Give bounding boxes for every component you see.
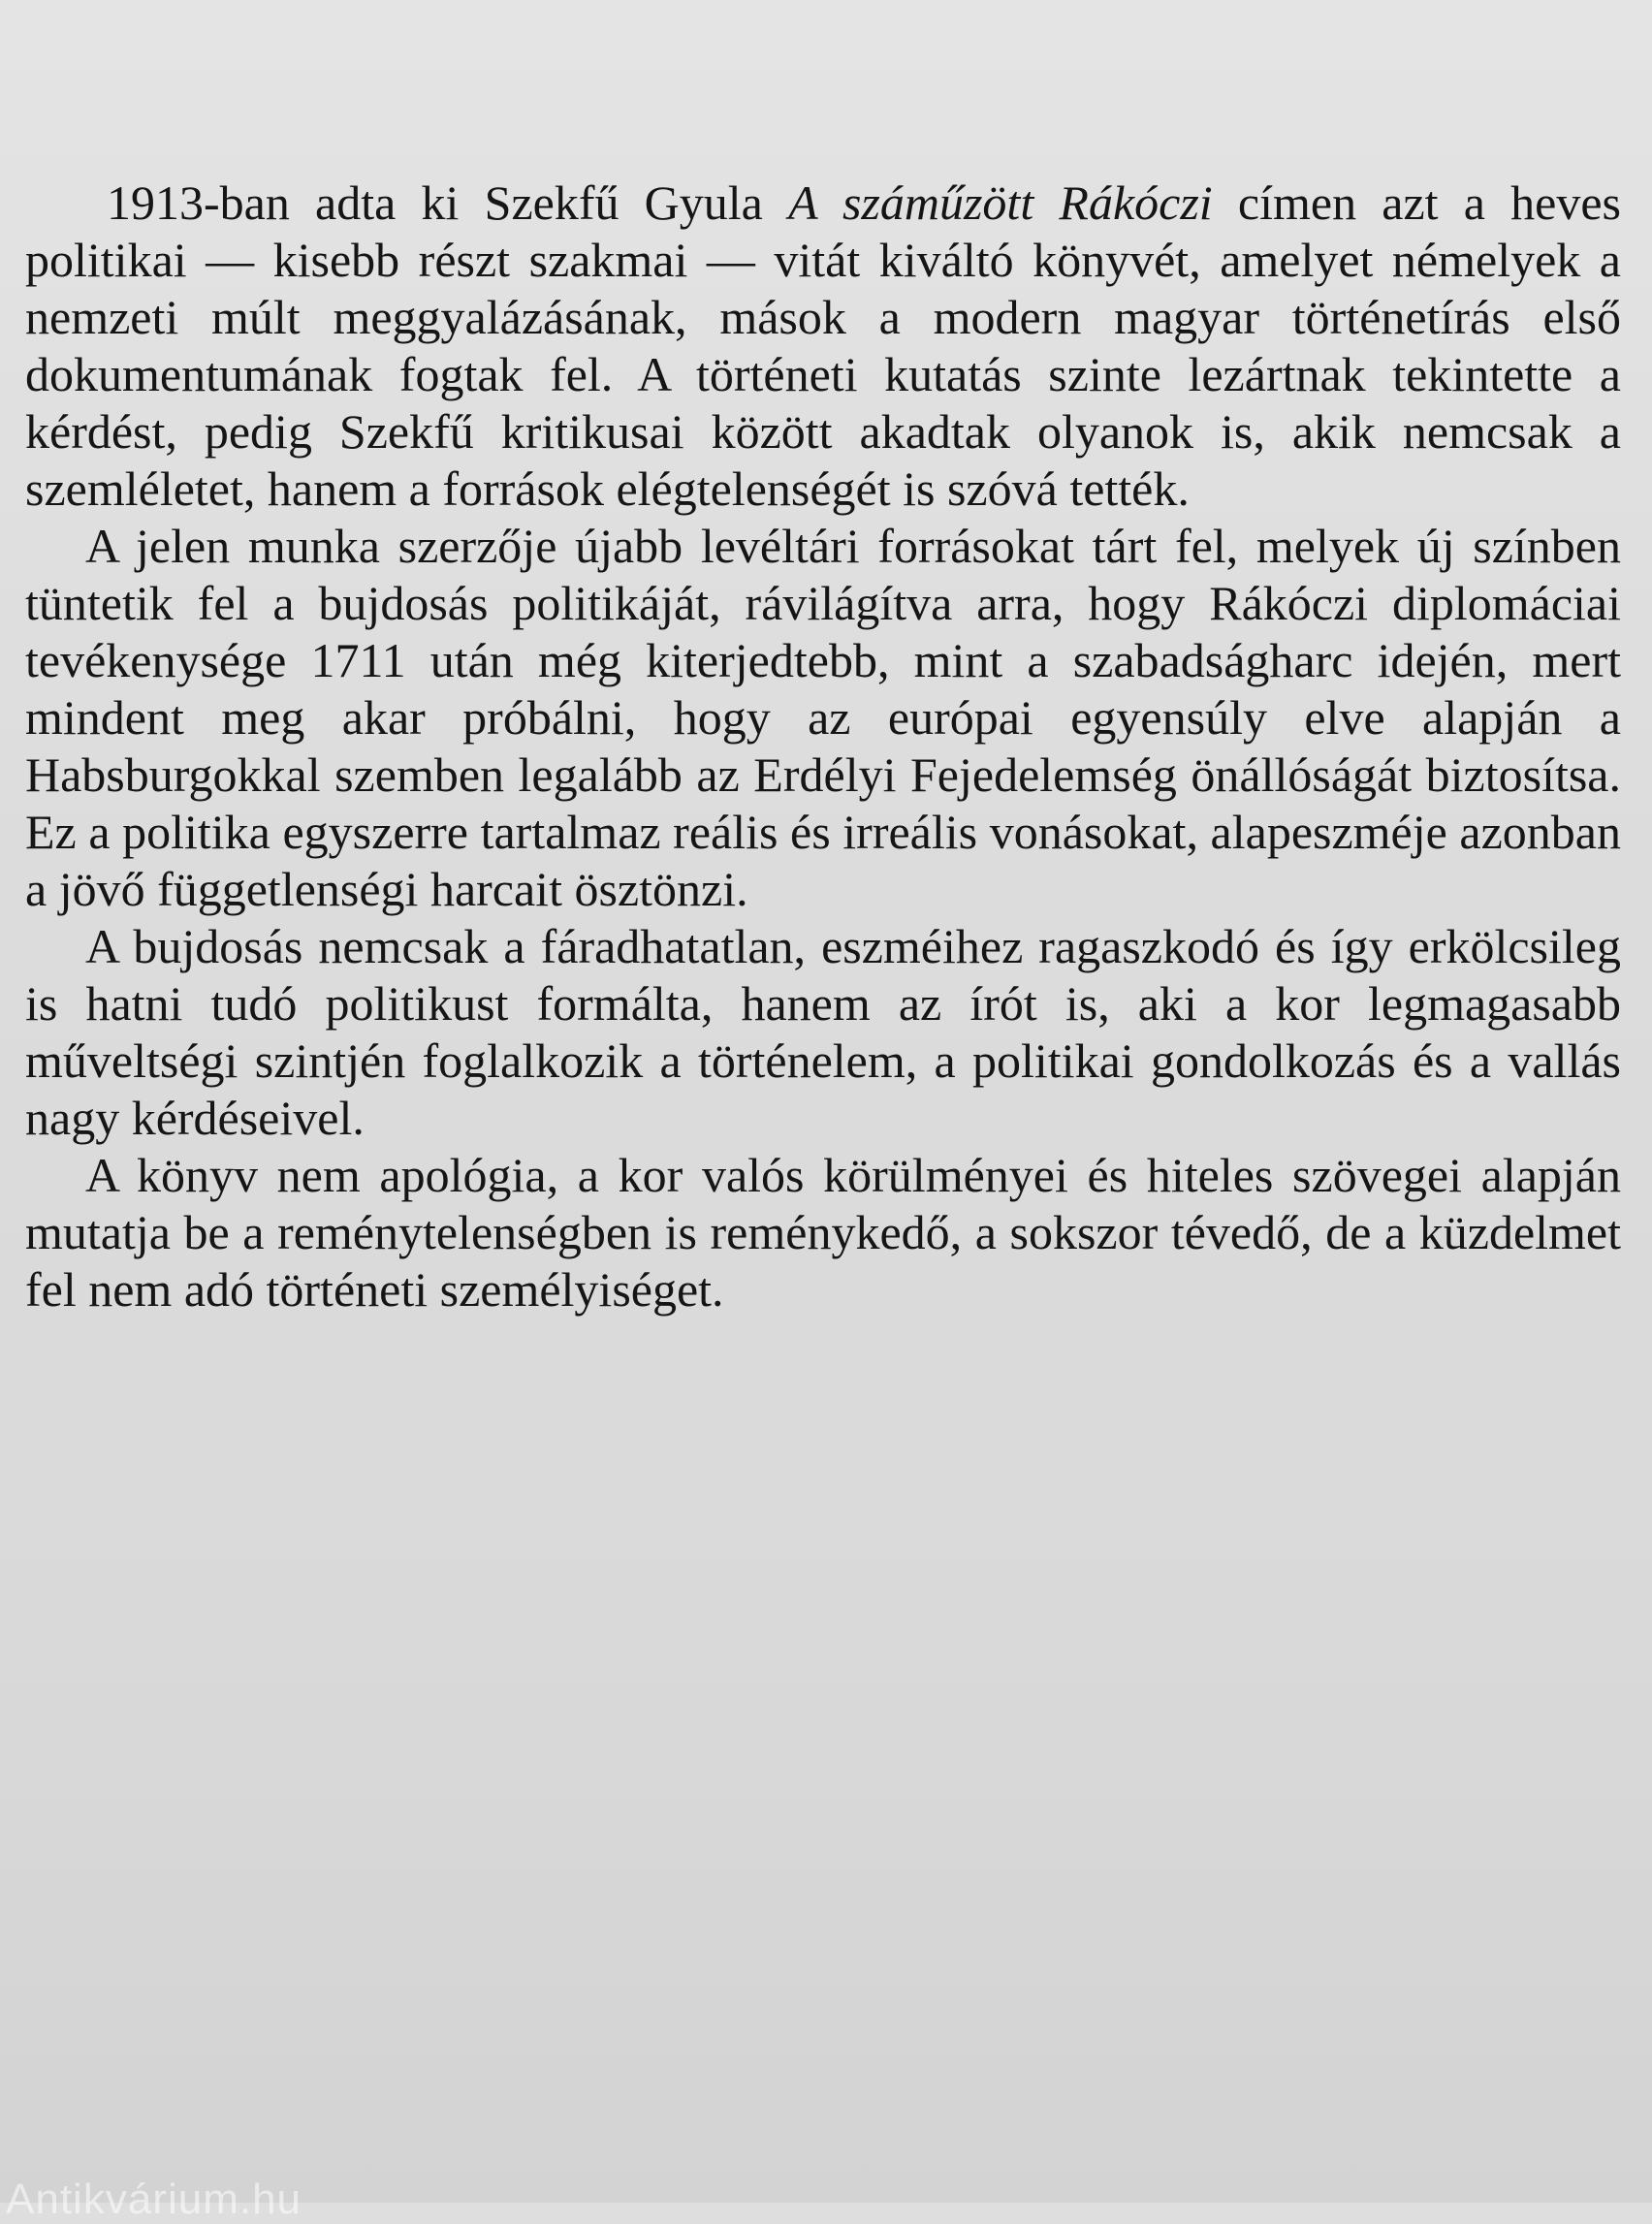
paragraph-2: A jelen munka szerzője újabb levéltári forrásokat tárt fel, melyek új színben tüntetik fel a bujdosás politikáját, rávilágítva arra, hogy Rákóczi diplomáciai tevékenysége 1711 után még kiterjedtebb, mint a szabadságharc idején, mert mindent meg akar próbálni, hogy az európai egyensúly elve alapján a Habsburgokkal szemben legalább az Erdélyi Fejedelemség önállóságát biztosítsa. Ez a politika egyszerre tartalmaz reális és irreális vonásokat, alapeszméje azonban a jövő függetlenségi harcait ösztönzi. [25,519,1621,916]
paragraph-1-body: címen azt a heves politikai — kisebb részt szakmai — vitát kiváltó könyvét, amelyet némelyek a nemzeti múlt meggyalázásának, mások a modern magyar történetírás első dokumentumának fogtak fel. A történeti kutatás szinte lezártnak tekintette a kérdést, pedig Szekfű kritikusai között akadtak olyanok is, akik nemcsak a szemléletet, hanem a források elégtelenségét is szóvá tették. [25,175,1622,516]
paragraph-1-intro: 1913-ban adta ki Szekfű Gyula [107,175,789,230]
book-title-italic: A száműzött Rákóczi [788,175,1213,230]
paragraph-3: A bujdosás nemcsak a fáradhatatlan, eszméihez ragaszkodó és így erkölcsileg is hatni tudó politikust formálta, hanem az írót is, aki a kor legmagasabb műveltségi szintjén foglalkozik a történelem, a politikai gondolkozás és a vallás nagy kérdéseivel. [25,919,1621,1145]
blurb-text [25,175,1621,1319]
paragraph-4: A könyv nem apológia, a kor valós körülményei és hiteles szövegei alapján mutatja be a reménytelenségben is reménykedő, a sokszor tévedő, de a küzdelmet fel nem adó történeti személyiséget. [25,1148,1621,1317]
watermark: Antikvárium.hu [6,2176,302,2223]
paragraph-1 [25,175,1621,518]
